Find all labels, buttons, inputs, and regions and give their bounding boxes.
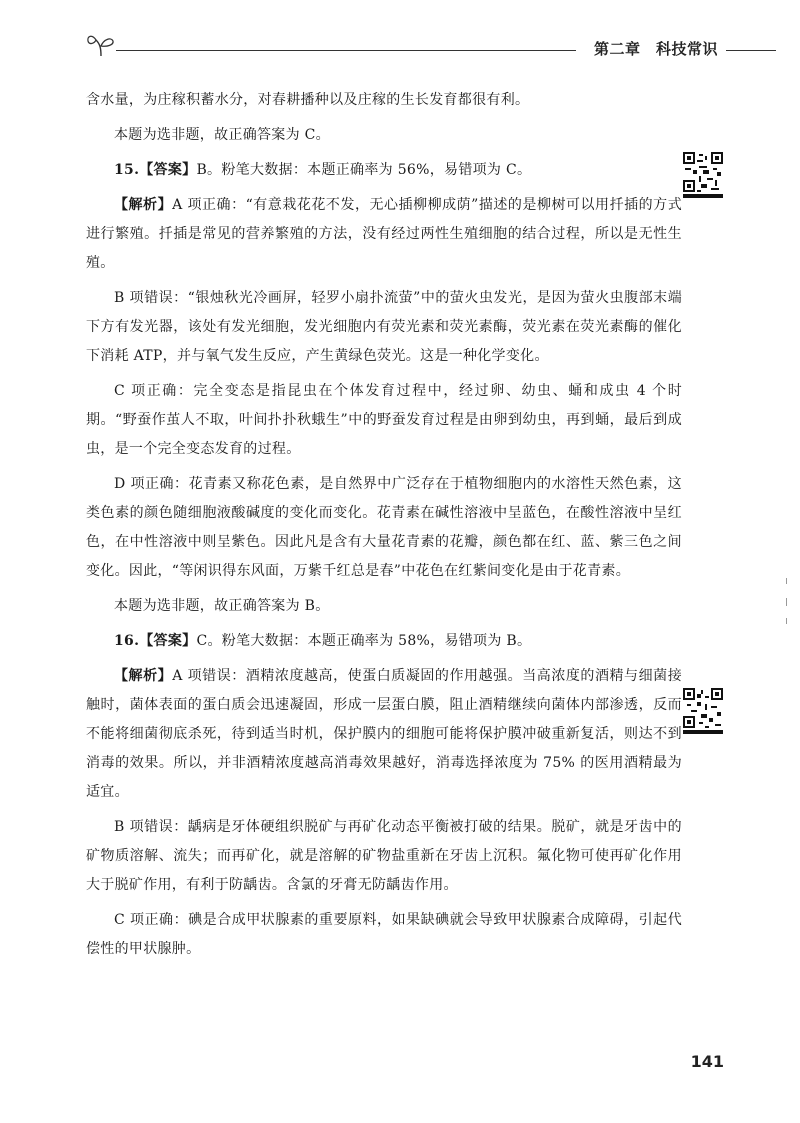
paragraph-text: D 项正确：花青素又称花色素，是自然界中广泛存在于植物细胞内的水溶性天然色素，这类色素的颜色随细胞液酸碱度的变化而变化。花青素在碱性溶液中呈蓝色，在酸性溶液中呈红色，在中性溶液中则呈紫色。因此凡是含有大量花青素的花瓣，颜色都在红、蓝、紫三色之间变化。因此，“等闲识得东风面，万紫千红总是春”中花色在红紫间变化是由于花青素。 [86, 476, 682, 579]
paragraph-text: A 项错误：酒精浓度越高，使蛋白质凝固的作用越强。当高浓度的酒精与细菌接触时，菌体表面的蛋白质会迅速凝固，形成一层蛋白膜，阻止酒精继续向菌体内部渗透，反而不能将细菌彻底杀死，待到适当时机，保护膜内的细胞可能将保护膜冲破重新复活，则达不到消毒的效果。所以，并非酒精浓度越高消毒效果越好，消毒选择浓度为 75% 的医用酒精最为适宜。 [86, 668, 683, 800]
analysis-16-a [86, 662, 682, 807]
paragraph [86, 86, 682, 115]
chapter-title: 第二章 科技常识 [593, 40, 718, 58]
answer-explanation-text [86, 86, 682, 970]
analysis-15-b [86, 284, 682, 371]
paragraph-text: C。粉笔大数据：本题正确率为 58%，易错项为 B。 [196, 633, 532, 649]
answer-label: 16.【答案】 [114, 633, 197, 649]
qr-code-icon[interactable] [683, 688, 723, 734]
page-header [86, 30, 776, 60]
header-rule-right [726, 50, 776, 51]
margin-mark [786, 578, 788, 626]
analysis-label: 【解析】 [114, 668, 173, 684]
analysis-16-b [86, 813, 682, 900]
analysis-15-d [86, 470, 682, 586]
page-number: 141 [690, 1052, 724, 1071]
analysis-15-a [86, 191, 682, 278]
paragraph-text: C 项正确：完全变态是指昆虫在个体发育过程中，经过卵、幼虫、蛹和成虫 4 个时期。“野蚕作茧人不取，叶间扑扑秋蛾生”中的野蚕发育过程是由卵到幼虫，再到蛹，最后到成虫，是一个完全变态发育的过程。 [86, 383, 682, 457]
paragraph-text: B。粉笔大数据：本题正确率为 56%，易错项为 C。 [196, 162, 532, 178]
paragraph-text: 含水量，为庄稼积蓄水分，对春耕播种以及庄稼的生长发育都很有利。 [86, 92, 530, 108]
paragraph-text: B 项错误：龋病是牙体硬组织脱矿与再矿化动态平衡被打破的结果。脱矿，就是牙齿中的矿物质溶解、流失；而再矿化，就是溶解的矿物盐重新在牙齿上沉积。氟化物可使再矿化作用大于脱矿作用，有利于防龋齿。含氯的牙膏无防龋齿作用。 [86, 819, 682, 893]
answer-15 [86, 156, 682, 185]
paragraph-text: 本题为选非题，故正确答案为 B。 [114, 598, 330, 614]
sprout-icon [86, 32, 116, 58]
paragraph [86, 592, 682, 621]
header-rule [116, 50, 576, 51]
qr-code-icon[interactable] [683, 152, 723, 198]
paragraph-text: C 项正确：碘是合成甲状腺素的重要原料，如果缺碘就会导致甲状腺素合成障碍，引起代偿性的甲状腺肿。 [86, 912, 682, 957]
analysis-15-c [86, 377, 682, 464]
answer-label: 15.【答案】 [114, 162, 197, 178]
paragraph-text: B 项错误：“银烛秋光冷画屏，轻罗小扇扑流萤”中的萤火虫发光，是因为萤火虫腹部末端下方有发光器，该处有发光细胞，发光细胞内有荧光素和荧光素酶，荧光素在荧光素酶的催化下消耗 ATP，并与氧气发生反应，产生黄绿色荧光。这是一种化学变化。 [86, 290, 682, 364]
paragraph-text: 本题为选非题，故正确答案为 C。 [114, 127, 330, 143]
answer-16 [86, 627, 682, 656]
paragraph [86, 121, 682, 150]
analysis-16-c [86, 906, 682, 964]
analysis-label: 【解析】 [114, 197, 173, 213]
paragraph-text: A 项正确：“有意栽花花不发，无心插柳柳成荫”描述的是柳树可以用扦插的方式进行繁殖。扦插是常见的营养繁殖的方法，没有经过两性生殖细胞的结合过程，所以是无性生殖。 [86, 197, 682, 271]
